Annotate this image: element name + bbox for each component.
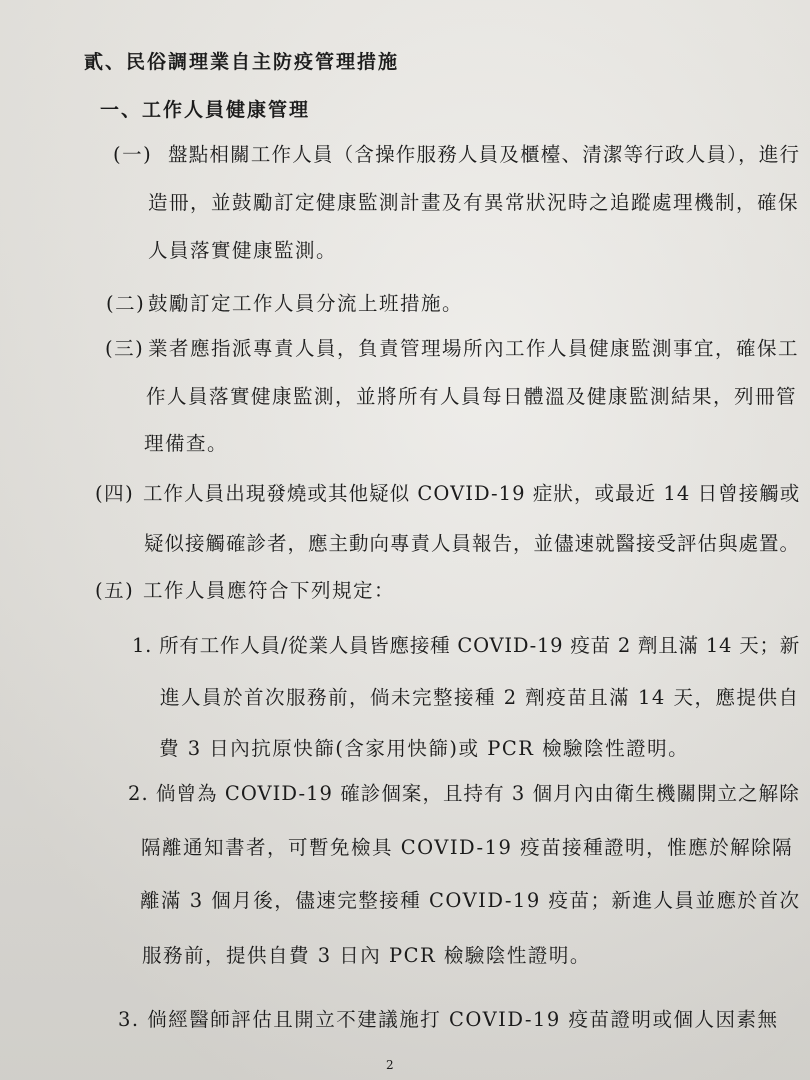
item-marker: (三) [105, 337, 145, 360]
list-item-line: 服務前，提供自費 3 日內 PCR 檢驗陰性證明。 [142, 944, 591, 967]
list-item-line: 離滿 3 個月後，儘速完整接種 COVID-19 疫苗；新進人員並應於首次 [140, 889, 801, 912]
list-item-line: 費 3 日內抗原快篩(含家用快篩)或 PCR 檢驗陰性證明。 [159, 737, 690, 760]
list-item-line: 3. 倘經醫師評估且開立不建議施打 COVID-19 疫苗證明或個人因素無 [118, 1008, 779, 1031]
paragraph-line: 鼓勵訂定工作人員分流上班措施。 [148, 292, 464, 315]
paragraph-line: 工作人員應符合下列規定： [143, 579, 396, 602]
item-marker: (一) [113, 143, 153, 166]
section-heading: 貳、民俗調理業自主防疫管理措施 [84, 51, 400, 73]
paragraph-line: 理備查。 [144, 432, 229, 455]
item-marker: (四) [95, 482, 135, 505]
subsection-heading: 一、工作人員健康管理 [100, 99, 311, 121]
paragraph-line: 業者應指派專責人員，負責管理場所內工作人員健康監測事宜，確保工 [148, 337, 800, 360]
page-number: 2 [386, 1058, 394, 1072]
item-marker: (五) [95, 579, 135, 602]
paragraph-line: 作人員落實健康監測，並將所有人員每日體溫及健康監測結果，列冊管 [146, 385, 798, 408]
paragraph-line: 人員落實健康監測。 [148, 239, 338, 262]
list-item-line: 2. 倘曾為 COVID-19 確診個案，且持有 3 個月內由衛生機關開立之解除 [128, 782, 800, 805]
paragraph-line: 盤點相關工作人員（含操作服務人員及櫃檯、清潔等行政人員），進行 [168, 143, 801, 166]
paragraph-line: 疑似接觸確診者，應主動向專責人員報告，並儘速就醫接受評估與處置。 [144, 532, 801, 555]
paragraph-line: 工作人員出現發燒或其他疑似 COVID-19 症狀，或最近 14 日曾接觸或 [143, 482, 801, 505]
paragraph-line: 造冊，並鼓勵訂定健康監測計畫及有異常狀況時之追蹤處理機制，確保 [148, 191, 800, 214]
list-item-line: 隔離通知書者，可暫免檢具 COVID-19 疫苗接種證明，惟應於解除隔 [141, 836, 794, 859]
list-item-line: 1. 所有工作人員/從業人員皆應接種 COVID-19 疫苗 2 劑且滿 14 天；新 [132, 634, 801, 657]
item-marker: (二) [106, 292, 146, 315]
list-item-line: 進人員於首次服務前，倘未完整接種 2 劑疫苗且滿 14 天，應提供自 [160, 686, 800, 709]
